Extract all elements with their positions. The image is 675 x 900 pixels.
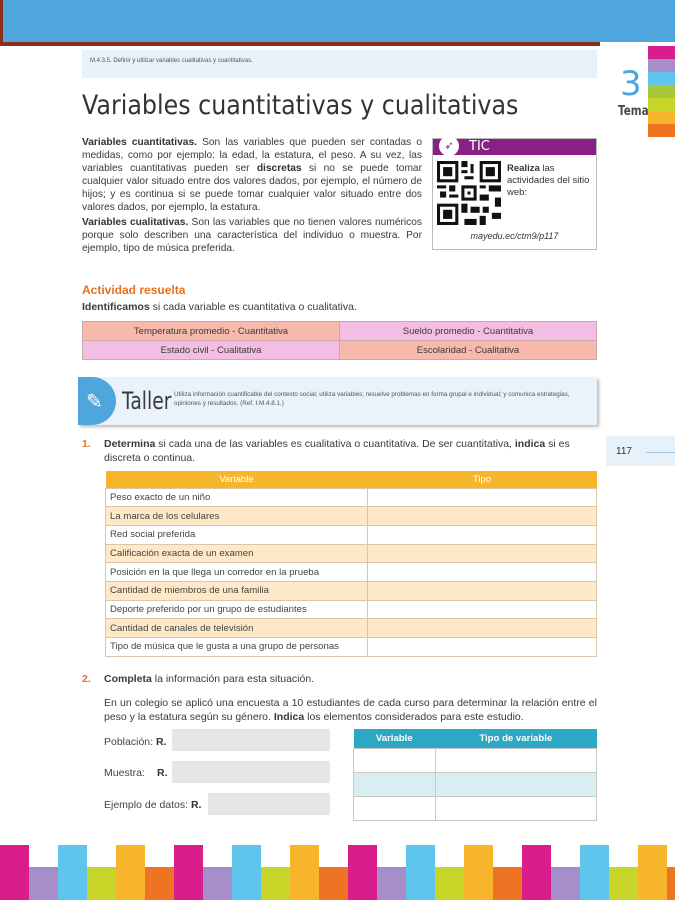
poblacion-input[interactable] [172, 729, 330, 751]
color-stripe [348, 845, 377, 900]
top-banner [0, 0, 675, 42]
color-tabs [648, 46, 675, 150]
col-tipo: Tipo [368, 471, 597, 488]
table-row: Deporte preferido por un grupo de estudiantes [106, 600, 368, 619]
taller-banner [78, 377, 597, 425]
tipo-cell[interactable] [368, 525, 597, 544]
color-stripe [551, 867, 580, 900]
taller-label: Taller [122, 387, 172, 415]
page-number: 117 [616, 446, 632, 457]
color-stripe [29, 867, 58, 900]
muestra-label: Muestra: [104, 767, 145, 779]
ejemplo-input[interactable] [208, 793, 330, 815]
page-title: Variables cuantitativas y cualitativas [82, 90, 519, 121]
table-cell[interactable] [435, 748, 596, 772]
table-row: Cantidad de miembros de una familia [106, 581, 368, 600]
tic-instructions: Realiza las actividades del sitio web: [507, 163, 590, 198]
color-stripe [406, 845, 435, 900]
taller-text: Utiliza información cuantificable del contexto social; utiliza variables; resuelve problemas en forma grupal e individual; y comunica estrategias, opiniones y resultados. (Ref. I.M.4.8.1.) [174, 391, 570, 407]
tic-header: ➶ TIC [433, 139, 596, 155]
tema-number: 3 [620, 64, 642, 104]
table-cell[interactable] [435, 796, 596, 820]
skill-code: M.4.3.5. Definir y utilizar variables cualitativas y cuantitativas. [82, 50, 597, 78]
color-stripe [580, 845, 609, 900]
table-row: Cantidad de canales de televisión [106, 619, 368, 638]
page-number-box [606, 436, 675, 466]
color-stripe [174, 845, 203, 900]
color-stripe [609, 867, 638, 900]
table-row: Tipo de música que le gusta a una grupo de personas [106, 638, 368, 657]
tipo-cell[interactable] [368, 619, 597, 638]
activity-cell: Escolaridad - Cualitativa [340, 341, 597, 360]
tic-box [432, 138, 597, 250]
left-rule [0, 0, 3, 46]
color-stripe [638, 845, 667, 900]
color-stripe [493, 867, 522, 900]
muestra-r-label: R. [157, 767, 168, 779]
activity-cell: Sueldo promedio - Cuantitativa [340, 322, 597, 341]
color-stripe [0, 845, 29, 900]
taller-icon-bg [78, 377, 116, 425]
col-variable: Variable [106, 471, 368, 488]
tipo-cell[interactable] [368, 563, 597, 582]
table-cell[interactable] [354, 796, 436, 820]
question-1: 1. Determina si cada una de las variables es cualitativa o cuantitativa. De ser cuantitativa, indica si es discreta o continua. [82, 438, 570, 464]
color-stripe [377, 867, 406, 900]
table-row: Calificación exacta de un examen [106, 544, 368, 563]
color-stripe [435, 867, 464, 900]
tipo-cell[interactable] [368, 488, 597, 507]
variables-table [105, 471, 597, 657]
bottom-color-bar [0, 845, 675, 900]
page-number-rule [646, 452, 675, 453]
variable-type-table [353, 729, 597, 821]
color-stripe [464, 845, 493, 900]
top-rule [0, 42, 600, 46]
color-stripe [290, 845, 319, 900]
col-variable: Variable [354, 729, 436, 748]
pencil-icon: ✎ [86, 391, 103, 413]
table-cell[interactable] [435, 772, 596, 796]
color-stripe [319, 867, 348, 900]
col-tipo-variable: Tipo de variable [435, 729, 596, 748]
intro-text: Variables cuantitativas. Son las variables que pueden ser contadas o medidas, como por ejemplo: la edad, la estatura, el peso. A su vez, las variables cuantitativas pueden ser discretas si no se puede tomar cualquier valor situado entre dos valores dados, por ejemplo, el número de hijos; y es continua si se puede tomar cualquier valor situado entre dos valores dados, por ejemplo, la estatura. Variables cualitativas. Son las variables que no tienen valores numéricos porque solo describen una característica del individuo o muestra. Por ejemplo, tipo de música preferida. [82, 137, 423, 254]
qr-code-icon[interactable] [437, 161, 501, 225]
color-stripe [87, 867, 116, 900]
color-stripe [145, 867, 174, 900]
activity-title: Actividad resuelta [82, 283, 186, 297]
table-row: Red social preferida [106, 525, 368, 544]
activity-cell: Temperatura promedio - Cuantitativa [83, 322, 340, 341]
muestra-input[interactable] [172, 761, 330, 783]
table-row: Posición en la que llega un corredor en la prueba [106, 563, 368, 582]
poblacion-label: Población: R. [104, 736, 167, 748]
color-stripe [261, 867, 290, 900]
color-stripe [58, 845, 87, 900]
tipo-cell[interactable] [368, 507, 597, 526]
tipo-cell[interactable] [368, 638, 597, 657]
activity-subtitle: Identificamos si cada variable es cuantitativa o cualitativa. [82, 301, 357, 313]
question-2: 2. Completa la información para esta situación. [82, 673, 315, 685]
color-stripe [522, 845, 551, 900]
table-cell[interactable] [354, 772, 436, 796]
color-stripe [232, 845, 261, 900]
tipo-cell[interactable] [368, 600, 597, 619]
tema-label: Tema [618, 104, 649, 119]
activity-table [82, 321, 597, 360]
tipo-cell[interactable] [368, 544, 597, 563]
color-stripe [667, 867, 675, 900]
color-stripe [203, 867, 232, 900]
tic-url[interactable]: mayedu.ec/ctm9/p117 [470, 231, 559, 241]
activity-cell: Estado civil - Cualitativa [83, 341, 340, 360]
tipo-cell[interactable] [368, 581, 597, 600]
ejemplo-label: Ejemplo de datos: R. [104, 799, 202, 811]
question-2-text: En un colegio se aplicó una encuesta a 10 estudiantes de cada curso para determinar la relación entre el peso y la estatura según su género. Indica los elementos considerados para este estudio. [104, 697, 597, 723]
color-stripe [116, 845, 145, 900]
table-row: Peso exacto de un niño [106, 488, 368, 507]
table-row: La marca de los celulares [106, 507, 368, 526]
table-cell[interactable] [354, 748, 436, 772]
rocket-icon: ➶ [439, 136, 459, 156]
